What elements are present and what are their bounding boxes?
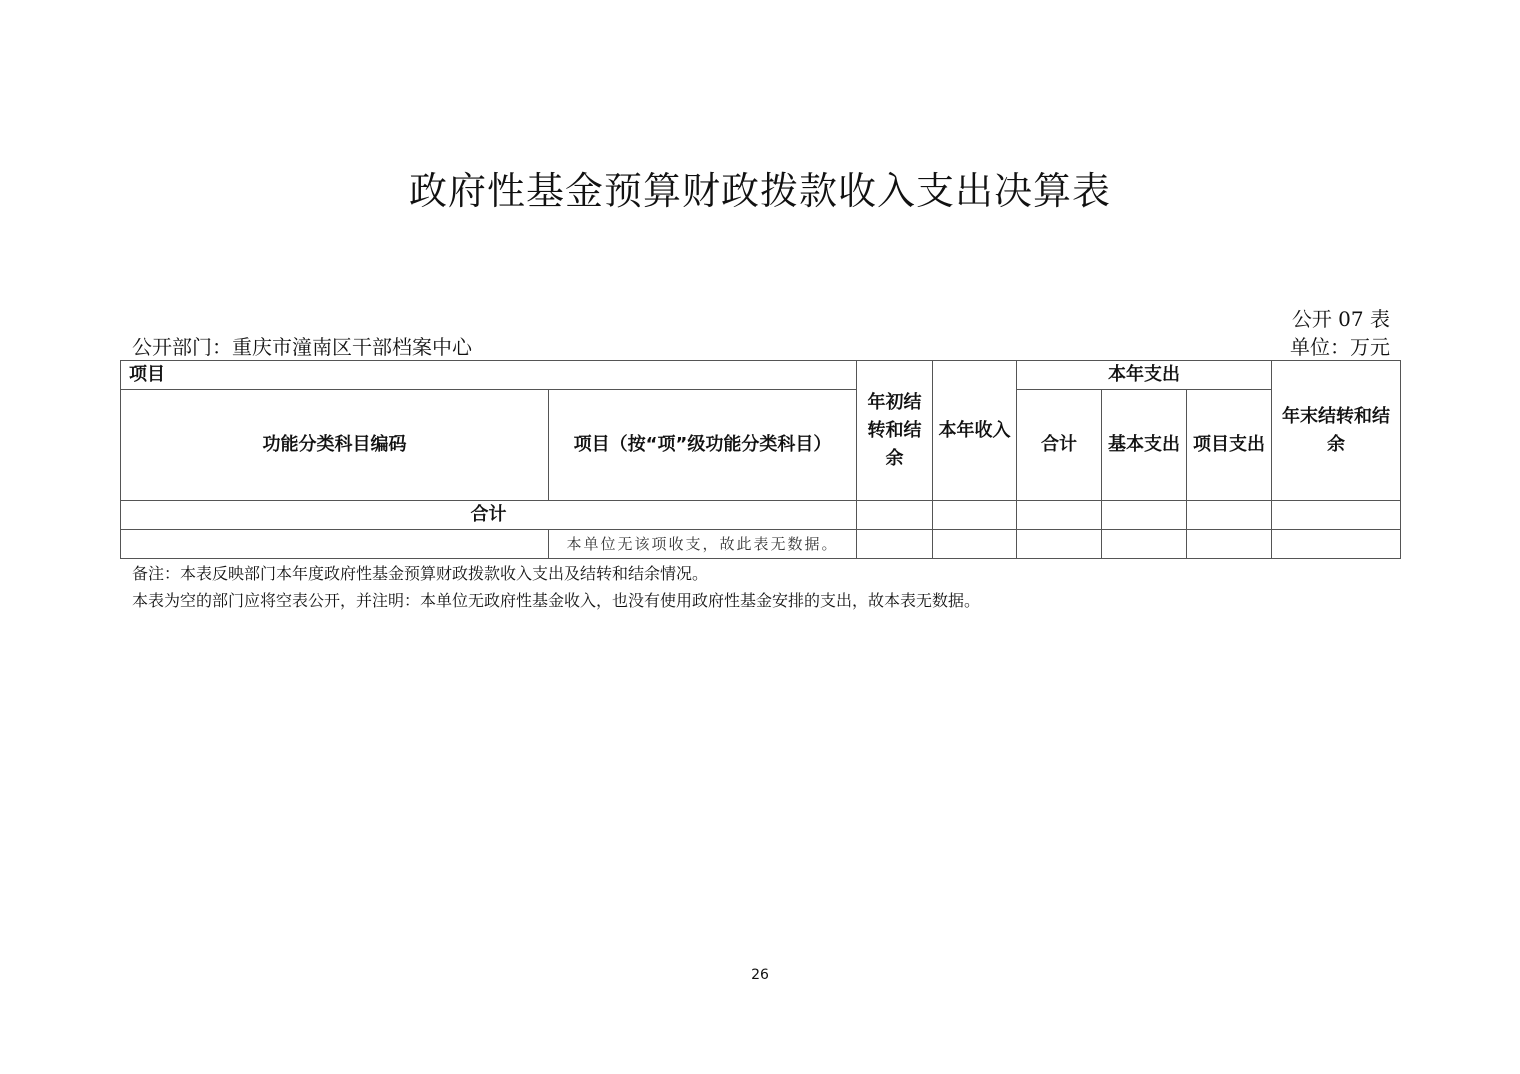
department-label: 公开部门：重庆市潼南区干部档案中心: [132, 335, 472, 359]
data-cell: [933, 530, 1017, 559]
total-cell: [1102, 501, 1187, 530]
total-cell: [1187, 501, 1272, 530]
total-cell: [933, 501, 1017, 530]
footnote-remark: 备注：本表反映部门本年度政府性基金预算财政拨款收入支出及结转和结余情况。: [132, 564, 709, 583]
header-function-code: 功能分类科目编码: [121, 390, 549, 501]
header-basic-expenditure: 基本支出: [1102, 390, 1187, 501]
header-project-expenditure: 项目支出: [1187, 390, 1272, 501]
footnote-empty-table: 本表为空的部门应将空表公开，并注明：本单位无政府性基金收入，也没有使用政府性基金安排的支出，故本表无数据。: [132, 591, 981, 610]
budget-table: [120, 360, 1401, 559]
form-number: 公开 07 表: [1291, 307, 1390, 331]
page-number: 26: [751, 967, 769, 983]
header-current-income: 本年收入: [933, 361, 1017, 501]
total-cell: [1017, 501, 1102, 530]
no-data-note: 本单位无该项收支，故此表无数据。: [549, 530, 857, 559]
header-beginning-balance: 年初结转和结余: [857, 361, 933, 501]
data-cell: [857, 530, 933, 559]
header-row-1: [121, 361, 1401, 390]
data-cell: [1017, 530, 1102, 559]
data-cell: [1102, 530, 1187, 559]
total-cell: [1272, 501, 1401, 530]
data-cell: [1272, 530, 1401, 559]
page-title: 政府性基金预算财政拨款收入支出决算表: [408, 169, 1111, 213]
header-item-by-function: 项目（按“项”级功能分类科目）: [549, 390, 857, 501]
total-label: 合计: [121, 501, 857, 530]
data-cell: [1187, 530, 1272, 559]
header-expenditure-total: 合计: [1017, 390, 1102, 501]
header-row-2: [121, 390, 1401, 501]
total-row: [121, 501, 1401, 530]
header-ending-balance: 年末结转和结余: [1272, 361, 1401, 501]
unit-label: 单位：万元: [1290, 335, 1390, 359]
header-item: 项目: [121, 361, 857, 390]
data-cell: [121, 530, 549, 559]
data-row: [121, 530, 1401, 559]
total-cell: [857, 501, 933, 530]
header-current-expenditure: 本年支出: [1017, 361, 1272, 390]
